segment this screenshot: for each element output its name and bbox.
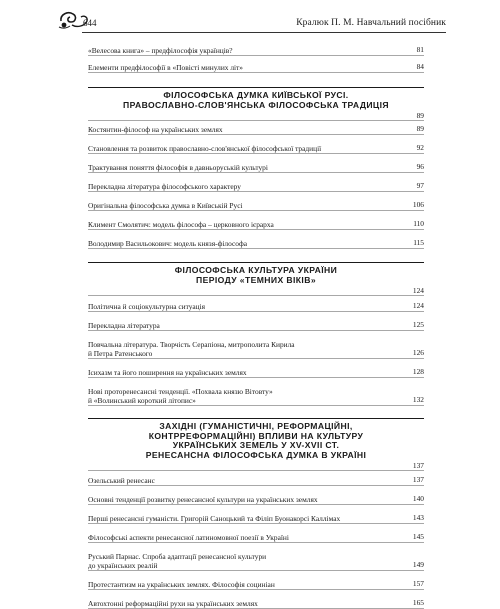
table-of-contents [88,46,424,609]
section-title-line: РЕНЕСАНСНА ФІЛОСОФСЬКА ДУМКА В УКРАЇНІ [145,449,367,460]
section-page-number: 137 [88,461,424,471]
toc-entry [88,321,424,331]
entry-title-line: до українських реалій [88,561,158,570]
entry-page-number: 137 [412,475,424,484]
entry-title-line: Автохтонні реформаційні рухи на українських землях [88,599,258,608]
entry-title-line: Перекладна література філософського характеру [88,182,241,191]
section-title-line: ФІЛОСОФСЬКА КУЛЬТУРА УКРАЇНИ [174,265,338,275]
entry-title-line: Климент Смолятич: модель філософа – церковного ієрарха [88,220,274,229]
toc-entry [88,495,424,505]
entry-title-line: Оригінальна філософська думка в Київській Русі [88,201,243,210]
entry-title-line: Елементи предфілософії в «Повісті минулих літ» [88,63,243,72]
toc-entry [88,514,424,524]
entry-title-line: Озельський ренесанс [88,476,155,485]
toc-entry [88,599,424,609]
toc-section-heading [88,87,424,111]
entry-page-number: 165 [412,598,424,607]
entry-page-number: 110 [413,219,424,228]
section-title-line: ФІЛОСОФСЬКА ДУМКА КИЇВСЬКОЇ РУСІ. [163,90,349,100]
toc-entry [88,302,424,312]
toc-entry [88,476,424,486]
entry-title-line: Основні тенденції розвитку ренесансної культури на українських землях [88,495,318,504]
page-number: 644 [83,18,97,28]
entry-page-number: 81 [416,45,424,54]
entry-title-line: Становлення та розвиток православно-слов'янської філософської традиції [88,144,322,153]
entry-title-line: Повчальна література. Творчість Серапіона, митрополита Кирила [88,340,295,349]
toc-entry [88,533,424,543]
entry-title-line: Костянтин-філософ на українських землях [88,125,223,134]
entry-title-line: Володимир Васильокович: модель князя-філософа [88,239,248,248]
entry-page-number: 157 [412,579,424,588]
toc-entry [88,239,424,249]
section-title-line: ПЕРІОДУ «ТЕМНИХ ВІКІВ» [196,274,316,285]
toc-entry [88,220,424,230]
section-page-number: 89 [88,111,424,121]
entry-title-line: Протестантизм на українських землях. Філософія социніан [88,580,275,589]
entry-page-number: 84 [416,62,424,71]
toc-entry [88,580,424,590]
entry-page-number: 128 [412,367,424,376]
toc-entry [88,46,424,56]
toc-entry [88,63,424,73]
toc-entry [88,182,424,192]
running-head: Кралюк П. М. Навчальний посібник [296,18,446,28]
entry-title-line: Перші ренесансні гуманісти. Григорій Саноцький та Філіп Буонакорсі Каллімах [88,514,341,523]
entry-title-line: й «Волинський короткий літопис» [88,396,196,405]
entry-page-number: 89 [416,124,424,133]
entry-title-line: Перекладна література [88,321,160,330]
toc-entry [88,387,424,406]
header-rule [82,32,446,33]
section-title-line: УКРАЇНСЬКИХ ЗЕМЕЛЬ У XV-XVII СТ. [172,440,340,450]
entry-title-line: Трактування поняття філософія в давньоруській культурі [88,163,268,172]
entry-title-line: Руський Парнас. Спроба адаптації ренесансної культури [88,552,267,561]
section-title-line: КОНТРРЕФОРМАЦІЙНІ) ВПЛИВИ НА КУЛЬТУРУ [148,430,364,441]
toc-entry [88,552,424,571]
entry-title-line: Філософські аспекти ренесансної латиномовної поезії в Україні [88,533,289,542]
entry-page-number: 126 [412,348,424,357]
section-title-line: ЗАХІДНІ (ГУМАНІСТИЧНІ, РЕФОРМАЦІЙНІ, [159,421,353,431]
entry-page-number: 132 [412,395,424,404]
section-page-number: 124 [88,286,424,296]
toc-section-heading [88,262,424,286]
entry-title-line: Нові проторенесансні тенденції. «Похвала князю Вітовту» [88,387,273,396]
toc-entry [88,368,424,378]
section-title-line: ПРАВОСЛАВНО-СЛОВ'ЯНСЬКА ФІЛОСОФСЬКА ТРАДИЦІЯ [123,99,389,110]
entry-page-number: 143 [412,513,424,522]
toc-entry [88,144,424,154]
entry-page-number: 140 [412,494,424,503]
entry-page-number: 125 [412,320,424,329]
toc-entry [88,201,424,211]
entry-page-number: 96 [416,162,424,171]
entry-title-line: Політична й соціокультурна ситуація [88,302,206,311]
entry-title-line: «Велесова книга» – предфілософія українців? [88,46,233,55]
toc-section-heading [88,418,424,461]
entry-title-line: Ісихазм та його поширення на українських землях [88,368,247,377]
toc-entry [88,125,424,135]
entry-page-number: 145 [412,532,424,541]
entry-page-number: 149 [412,560,424,569]
toc-entry [88,340,424,359]
toc-entry [88,163,424,173]
entry-page-number: 124 [412,301,424,310]
entry-page-number: 97 [416,181,424,190]
entry-page-number: 92 [416,143,424,152]
entry-page-number: 106 [412,200,424,209]
entry-title-line: й Петра Ратенського [88,349,153,358]
entry-page-number: 115 [413,238,424,247]
page-header [58,12,446,32]
